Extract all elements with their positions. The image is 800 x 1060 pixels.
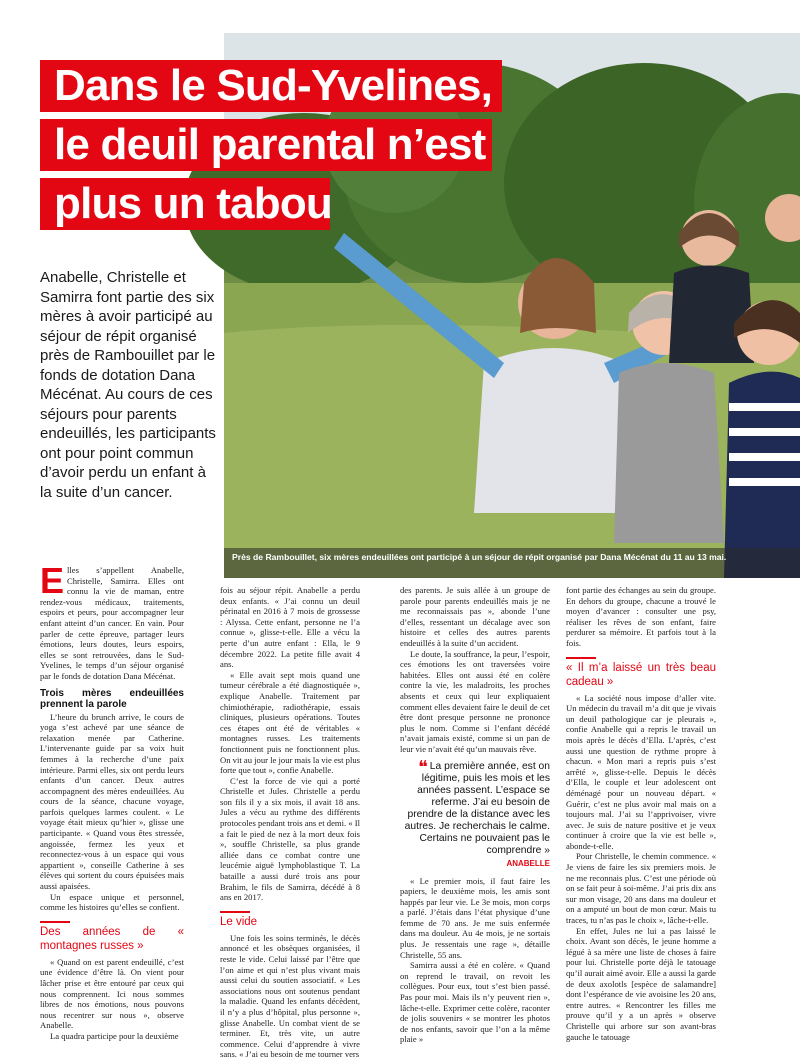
section-heading	[220, 911, 360, 929]
section-heading	[566, 657, 716, 689]
headline	[40, 60, 502, 237]
section-rule	[566, 657, 596, 659]
paragraph: L’heure du brunch arrive, le cours de yoga s’est achevé par une séance de relaxation menée par Catherine. L’intervenante guide par sa voix huit femmes à la recherche d’une paix intérieure. Parmi elles, six ont perdu leurs enfants d’un cancer. Deux autres accompagnent des mères endeuillées. Au cours de la séance, chacune voyage, parfois quelques larmes coulent. « Le voyage était mieux qu’hier », glisse une participante. « Quand vous êtes stressée, angoissée, fermez les yeux et reconnectez-vous à un espace qui vous appartient », conseille Catherine à ses élèves qui sortent du cours épuisées mais aussi apaisées.	[40, 711, 184, 892]
paragraph: « Quand on est parent endeuillé, c’est une évidence d’être là. On vient pour lâcher prise et être entouré par ceux qui nous comprennent. Ici nous sommes libres de nos émotions, nous pouvons nous recentrer sur nous », observe Anabelle.	[40, 956, 184, 1031]
photo-caption: Près de Rambouillet, six mères endeuillées ont participé à un séjour de répit organisé par Dana Mécénat du 11 au 13 mai.	[224, 548, 800, 578]
paragraph: Un espace unique et personnel, comme les histoires qu’elles se confient.	[40, 891, 184, 913]
paragraph: Le doute, la souffrance, la peur, l’espoir, ces émotions les ont traversées voire habitées. Elles ont aussi été en colère contre la vie, les maladroits, les proches absents et ceux qui leur expliquaient comment elles devaient faire le deuil de cet être dont presque personne ne prononce plus le nom. Comme si l’enfant décédé n’avait jamais existé, comme si un pan de leur vie n’avait été qu’un mauvais rêve.	[400, 648, 550, 754]
quote-mark-icon: ❝	[418, 756, 428, 777]
paragraph: C’est la force de vie qui a porté Christelle et Jules. Christelle a perdu son fils il y a six mois, il avait 18 ans. Jules a vécu au rythme des différents protocoles pendant trois ans et demi. « Il a fait le pied de nez à la mort deux fois », souffle Christelle, sa plus grande alliée dans ce combat contre une leucémie aiguë lymphoblastique T. La bataille a aussi duré trois ans pour Brahim, le fils de Samirra, décédé à 8 ans en 2017.	[220, 775, 360, 903]
paragraph: Une fois les soins terminés, le décès annoncé et les obsèques organisées, il reste le vide. Celui laissé par l’être que l’on aime et qui n’est plus vivant mais aussi celui du soutien associatif. « Les associations nous ont soutenus pendant la maladie. Quand les enfants décèdent, il n’y a plus d’hôpital, plus personne », glisse Anabelle. Un combat vient de se terminer. Et, très vite, un autre commence. Celui d’apprendre à vivre sans. « J’ai eu besoin de me tourner vers	[220, 932, 360, 1060]
paragraph: Pour Christelle, le chemin commence. « Je viens de faire les six premiers mois. Je ne me reconnais plus. C’est une période où on se fait peur à soi-même. J’ai pris dix ans sur mon visage, 20 ans dans ma douleur et on a amputé un bout de mon cœur. Mais tu traces, tu n’as pas le choix », lâche-t-elle.	[566, 851, 716, 926]
section-heading-text: Des années de « montagnes russes »	[40, 925, 184, 952]
section-heading	[40, 921, 184, 953]
paragraph: « Le premier mois, il faut faire les papiers, le deuxième mois, les amis sont happés par leur vie. Le 3e mois, mon corps a parlé. J’étais dans l’état physique d’une femme de 70 ans. Je me suis enfermée dans ma douleur. Au 4e mois, je ne sortais plus. Je ressentais une rage », détaille Christelle, 55 ans.	[400, 875, 550, 960]
headline-line-1: Dans le Sud-Yvelines,	[40, 60, 502, 112]
headline-line-2: le deuil parental n’est	[40, 119, 492, 171]
pull-quote	[400, 756, 550, 870]
section-heading-text: Le vide	[220, 915, 258, 928]
dropcap: E	[40, 560, 65, 601]
section-heading-text: « Il m’a laissé un très beau cadeau »	[566, 661, 716, 688]
headline-line-3: plus un tabou	[40, 178, 330, 230]
pull-quote-author: ANABELLE	[506, 858, 550, 868]
paragraph: « Elle avait sept mois quand une tumeur cérébrale a été diagnostiquée », explique Anabelle. Traitement par chimiothérapie, radiothérapie, essais cliniques, plusieurs opérations. Toutes ces étapes ont été de véritables « montagnes russes. Les traitements fonctionnent puis ne fonctionnent plus. On vit au jour le jour mais la vie est plus forte que tout », confie Anabelle.	[220, 669, 360, 776]
intro-paragraph: Anabelle, Christelle et Samirra font partie des six mères à avoir participé au séjour de répit organisé près de Rambouillet par le fonds de dotation Dana Mécénat. Au cours de ces séjours pour parents endeuillés, les participants ont pour point commun d’avoir perdu un enfant à la suite d’un cancer.	[40, 269, 216, 501]
section-rule	[220, 911, 250, 913]
paragraph: La quadra participe pour la deuxième	[50, 1030, 179, 1041]
section-rule	[40, 921, 70, 923]
article-column-1	[40, 560, 184, 1042]
paragraph: « La société nous impose d’aller vite. Un médecin du travail m’a dit que je vivais un deuil pathologique car je pleurais », confie Anabelle qui a repris le travail un mois après le décès d’Ella. L’après, c’est aussi une question de rythme propre à chacun. « Mon mari a repris puis s’est arrêté », glisse-t-elle. Depuis le décès d’Ella, le couple et leur adolescent ont déménagé pour un nouveau départ. « Guérir, c’est ne plus avoir mal mais on a toujours mal. J’ai su l’apprivoiser, vivre avec. Je suis de nature positive et je veux continuer à croire que la vie est belle », abonde-t-elle.	[566, 692, 716, 851]
paragraph: En effet, Jules ne lui a pas laissé le choix. Avant son décès, le jeune homme a légué à sa mère une liste de choses à faire pour lui. Christelle porte déjà le tatouage qu’il aurait aimé avoir. Elle a aussi la garde de deux axolotls [espèce de salamandre] dont l’espérance de vie avoisine les 20 ans, entre autres. « Rencontrer les filles me prouve qu’il y a un après » observe Christelle qui arbore sur son avant-bras gauche le tatouage	[566, 925, 716, 1042]
paragraph: fois au séjour répit. Anabelle a perdu deux enfants. « J’ai connu un deuil périnatal en 2016 à 7 mois de grossesse : Alyssa. Cette enfant, personne ne l’a connue », glisse-t-elle. Elle a vécu la perte d’un autre enfant : Ella, le 9 décembre 2022. La petite fille avait 4 ans.	[220, 585, 360, 670]
article-column-3	[400, 585, 550, 1045]
article-column-2	[220, 585, 360, 1060]
subhead: Trois mères endeuillées prennent la parole	[40, 687, 184, 710]
paragraph: Samirra aussi a été en colère. « Quand on reprend le travail, on revoit les collègues. Pour eux, tout s’est bien passé. Pas pour moi. Mais ils n’y peuvent rien », lâche-t-elle. Exprimer cette colère, raconter de jolis souvenirs « se montrer les photos de nos enfants, savoir que l’on a la même plaie »	[400, 960, 550, 1045]
pull-quote-text: La première année, est on légitime, puis les mois et les années passent. L’espace se referme. J’ai eu besoin de prendre de la distance avec les autres. Je recherchais le calme. Certains ne pouvaient pas le comprendre »	[404, 760, 550, 856]
paragraph: font partie des échanges au sein du groupe. En dehors du groupe, chacune a trouvé le moyen d’avancer : consulter une psy, réaliser les rêves de son enfant, faire perdurer sa mémoire. Et parfois tout à la fois.	[566, 585, 716, 648]
paragraph: des parents. Je suis allée à un groupe de parole pour parents endeuillés mais je ne me reconnaissais pas », abonde l’une d’elles, ressentant un décalage avec son histoire et celles des autres parents endeuillés à la suite d’un accident.	[400, 585, 550, 648]
article-column-4	[566, 585, 716, 1042]
lead-text: lles s’appellent Anabelle, Christelle, Samirra. Elles ont connu la vie de maman, entre rendez-vous médicaux, traitements, espoirs et peurs, pour accompagner leur enfant atteint d’un cancer. En vain. Pour parler de cette épreuve, partager leurs émotions, leurs doutes, leurs espoirs, elles se sont retrouvées, dans le Sud-Yvelines, le temps d’un séjour organisé par le fonds de dotation Dana Mécénat.	[40, 565, 184, 681]
lead-paragraph	[40, 560, 184, 682]
